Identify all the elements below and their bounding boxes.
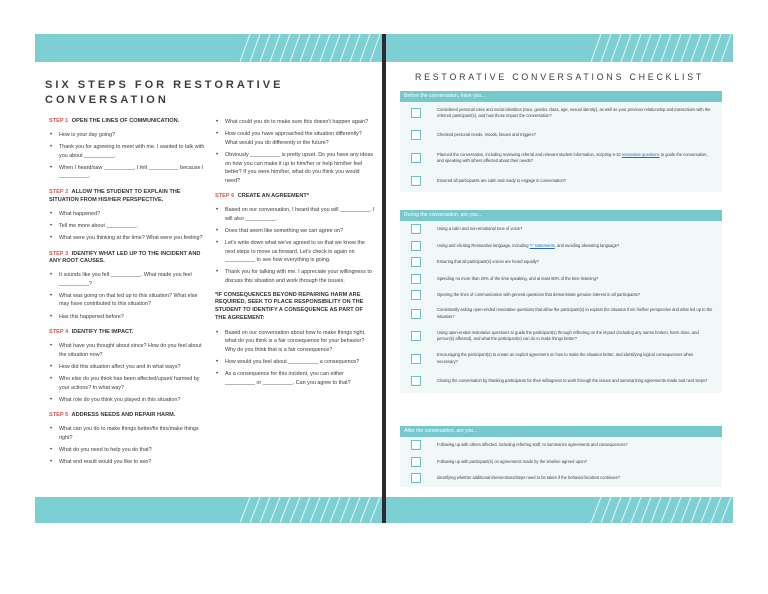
checklist-item [400,271,722,288]
checklist-item [400,125,722,146]
step-heading-text: ALLOW THE STUDENT TO EXPLAIN THE SITUATION FROM HIS/HER PERSPECTIVE. [49,188,181,203]
section-heading: After the conversation, are you… [400,426,722,437]
checklist-item-text: Ensuring that all participant(s) voices are heard equally? [437,259,539,265]
checkbox[interactable] [411,108,421,118]
checklist-item-text: Ensured all participants are calm and ready to engage in conversation? [437,177,567,183]
bottom-decorative-band [35,497,382,523]
checklist-item [400,254,722,271]
question-item: • Obviously __________ is pretty upset. Do you have any ideas on how you can make it up to him/her or help him/her feel better? If you were him/her, what do you think you would need? [215,151,375,185]
step-number: STEP 5 [49,412,69,419]
step-heading [49,189,209,205]
step-heading [49,329,209,337]
checkbox[interactable] [411,331,421,341]
checklist-item-text: Using and eliciting Restorative language, including "I" statements, and avoiding alienating language? [437,242,620,248]
checklist-item [400,287,722,304]
checklist-item [400,437,722,454]
top-decorative-band [386,34,733,62]
checklist-item-text: Consistently asking open-ended restorative questions that allow the participant(s) to explain the situation from his/her perspective and what led up to the situation? [437,307,713,319]
checklist-section [400,210,722,393]
checklist-item [400,238,722,255]
question-item: • As a consequence for this incident, you can either __________ or __________. Can you agree to that? [215,370,375,387]
checkbox[interactable] [411,473,421,483]
left-page [35,34,382,523]
checkbox[interactable] [411,176,421,186]
checkbox[interactable] [411,354,421,364]
checklist-item-text: Checked personal needs, moods, biases and triggers? [437,131,536,137]
stripe-pattern-icon [583,34,733,62]
question-item: • What were you thinking at the time? What were you feeling? [49,234,209,243]
question-item: • Based on our conversation about how to make things right, what do you think is a fair consequence for your behavior? Why do you think that is a fair consequence? [215,329,375,355]
checkbox[interactable] [411,241,421,251]
checkbox[interactable] [411,376,421,386]
step-heading [49,118,209,126]
stripe-pattern-icon [232,34,382,62]
step-heading [215,193,375,201]
checklist-section [400,426,722,487]
question-item: • What do you need to help you do that? [49,446,209,455]
checkbox[interactable] [411,257,421,267]
checklist-item [400,470,722,487]
question-item: • Does that seem like something we can agree on? [215,227,375,236]
checklist-item [400,324,722,348]
checklist-item [400,369,722,393]
checklist-item-text: Following up with participant(s) on agreements made by the timeline agreed upon? [437,458,587,464]
question-item: • What have you thought about since? How do you feel about the situation now? [49,342,209,359]
question-item: • What could you do to make sure this doesn't happen again? [215,118,375,127]
question-item: • What end result would you like to see? [49,458,209,467]
checkbox[interactable] [411,290,421,300]
question-item: • What happened? [49,210,209,219]
checklist-item-text: Using open-ended restorative questions to guide the participant(s) through reflecting on the impact (including any narms broken, harm done, and person(s) affected), and what the participant(s) can do to make things better? [437,329,699,341]
checklist-title: RESTORATIVE CONVERSATIONS CHECKLIST [414,72,705,82]
inline-link[interactable]: restorative questions [621,151,660,157]
step-heading-text: ADDRESS NEEDS AND REPAIR HARM. [71,412,176,419]
checklist-item [400,171,722,192]
question-item: • When I heard/saw __________, I felt __________ because I __________. [49,164,209,181]
checklist-item-text: Using a calm and non-emotional tone of voice? [437,226,523,232]
checkbox[interactable] [411,309,421,319]
step-heading-text: IDENTIFY WHAT LED UP TO THE INCIDENT AND ANY ROOT CAUSES. [49,250,201,265]
question-item: • Thank you for talking with me. I appreciate your willingness to discuss this situation and work through the issues. [215,268,375,285]
section-heading: During the conversation, are you… [400,210,722,221]
question-item: • What was going on that led up to this situation? What else may have contributed to this situation? [49,292,209,309]
steps-column-right [215,118,375,391]
question-item: • Let's write down what we've agreed to so that we know the next steps to move us forward. Let's check in again on __________ to see how everything is going. [215,239,375,265]
question-item: • Who else do you think has been affected/upset/ harmed by your actions? In what way? [49,375,209,392]
step-number: STEP 4 [49,329,69,336]
question-item: • What can you do to make things better/fix this/make things right? [49,425,209,442]
question-item: • Thank you for agreeing to meet with me. I wanted to talk with you about __________. [49,143,209,160]
question-item: • How could you have approached the situation differently? What would you do differently in the future? [215,130,375,147]
checklist-item [400,304,722,325]
question-item: • It sounds like you felt __________. What made you feel __________? [49,271,209,288]
page-title: SIX STEPS FOR RESTORATIVE CONVERSATION [45,79,284,106]
checklist-item [400,102,722,125]
checklist-item [400,146,722,171]
section-heading: Before the conversation, have you… [400,91,722,102]
checklist-item-text: Closing the conversation by thanking participants for their willingness to work through the issues and summarizing agreements made and next steps? [437,377,708,383]
checkbox[interactable] [411,274,421,284]
checklist-section [400,91,722,192]
step-heading [49,251,209,267]
question-item: • How is your day going? [49,131,209,140]
step-number: STEP 2 [49,188,69,195]
checklist-item-text: Opening the lines of communication with general questions that demonstrate genuine interest in all participants? [437,292,640,298]
checklist-item-text: Planned the conversation, including reviewing referral and relevant student information, scripting 6-10 restorative questions to guide the conversation, and speaking with others affected about their needs? [437,151,708,163]
step-heading [49,412,209,420]
checkbox[interactable] [411,440,421,450]
bottom-decorative-band [386,497,733,523]
checkbox[interactable] [411,457,421,467]
question-item: • What role do you think you played in this situation? [49,396,209,405]
checklist-item-text: Considered personal roles and social identities (race, gender, class, age, sexual identity), as well as your previous relationship and interactions with the referred participant(s), and how those impact the conversation? [437,106,711,119]
stripe-pattern-icon [583,497,733,523]
right-page [386,34,733,523]
step-number: STEP 1 [49,118,69,124]
question-item: • Has this happened before? [49,313,209,322]
step-heading-text: CREATE AN AGREEMENT* [237,193,310,200]
checklist-item-text: Encouraging the participant(s) to create an explicit agreement on how to make the situation better, and identifying logical consequences when necessary? [437,352,694,364]
inline-link[interactable]: "I" statements [529,242,555,248]
stripe-pattern-icon [232,497,382,523]
step-number: STEP 6 [215,193,235,200]
question-item: • How would you feel about __________ a consequence? [215,358,375,367]
checklist-item [400,221,722,238]
top-decorative-band [35,34,382,62]
step-heading-text: IDENTIFY THE IMPACT. [71,329,134,336]
checkbox[interactable] [411,153,421,163]
checklist-item-text: Following up with others affected, including referring staff, to summarize agreements and consequences? [437,442,628,448]
step-heading-text: OPEN THE LINES OF COMMUNICATION. [71,118,180,124]
question-item: • Based on our conversation, I heard that you will __________. I will also __________. [215,206,375,223]
checklist-item-text: Identifying whether additional interventions/steps need to be taken if the behavior/incident continues? [437,475,620,481]
checklist-item [400,454,722,471]
question-item: • Tell me more about __________. [49,222,209,231]
checklist-item [400,348,722,369]
question-item: • How did this situation affect you and in what ways? [49,363,209,372]
steps-column-left [49,118,209,470]
checkbox[interactable] [411,224,421,234]
consequence-heading: *IF CONSEQUENCES BEYOND REPAIRING HARM ARE REQUIRED, SEEK TO PLACE RESPONSIBILITY ON THE STUDENT TO IDENTIFY A CONSEQUENCE AS PART OF THE AGREEMENT: [215,291,364,322]
step-number: STEP 3 [49,250,69,257]
checklist-item-text: Spending no more than 20% of the time speaking, and at least 80% of the time listening? [437,275,599,281]
checkbox[interactable] [411,130,421,140]
